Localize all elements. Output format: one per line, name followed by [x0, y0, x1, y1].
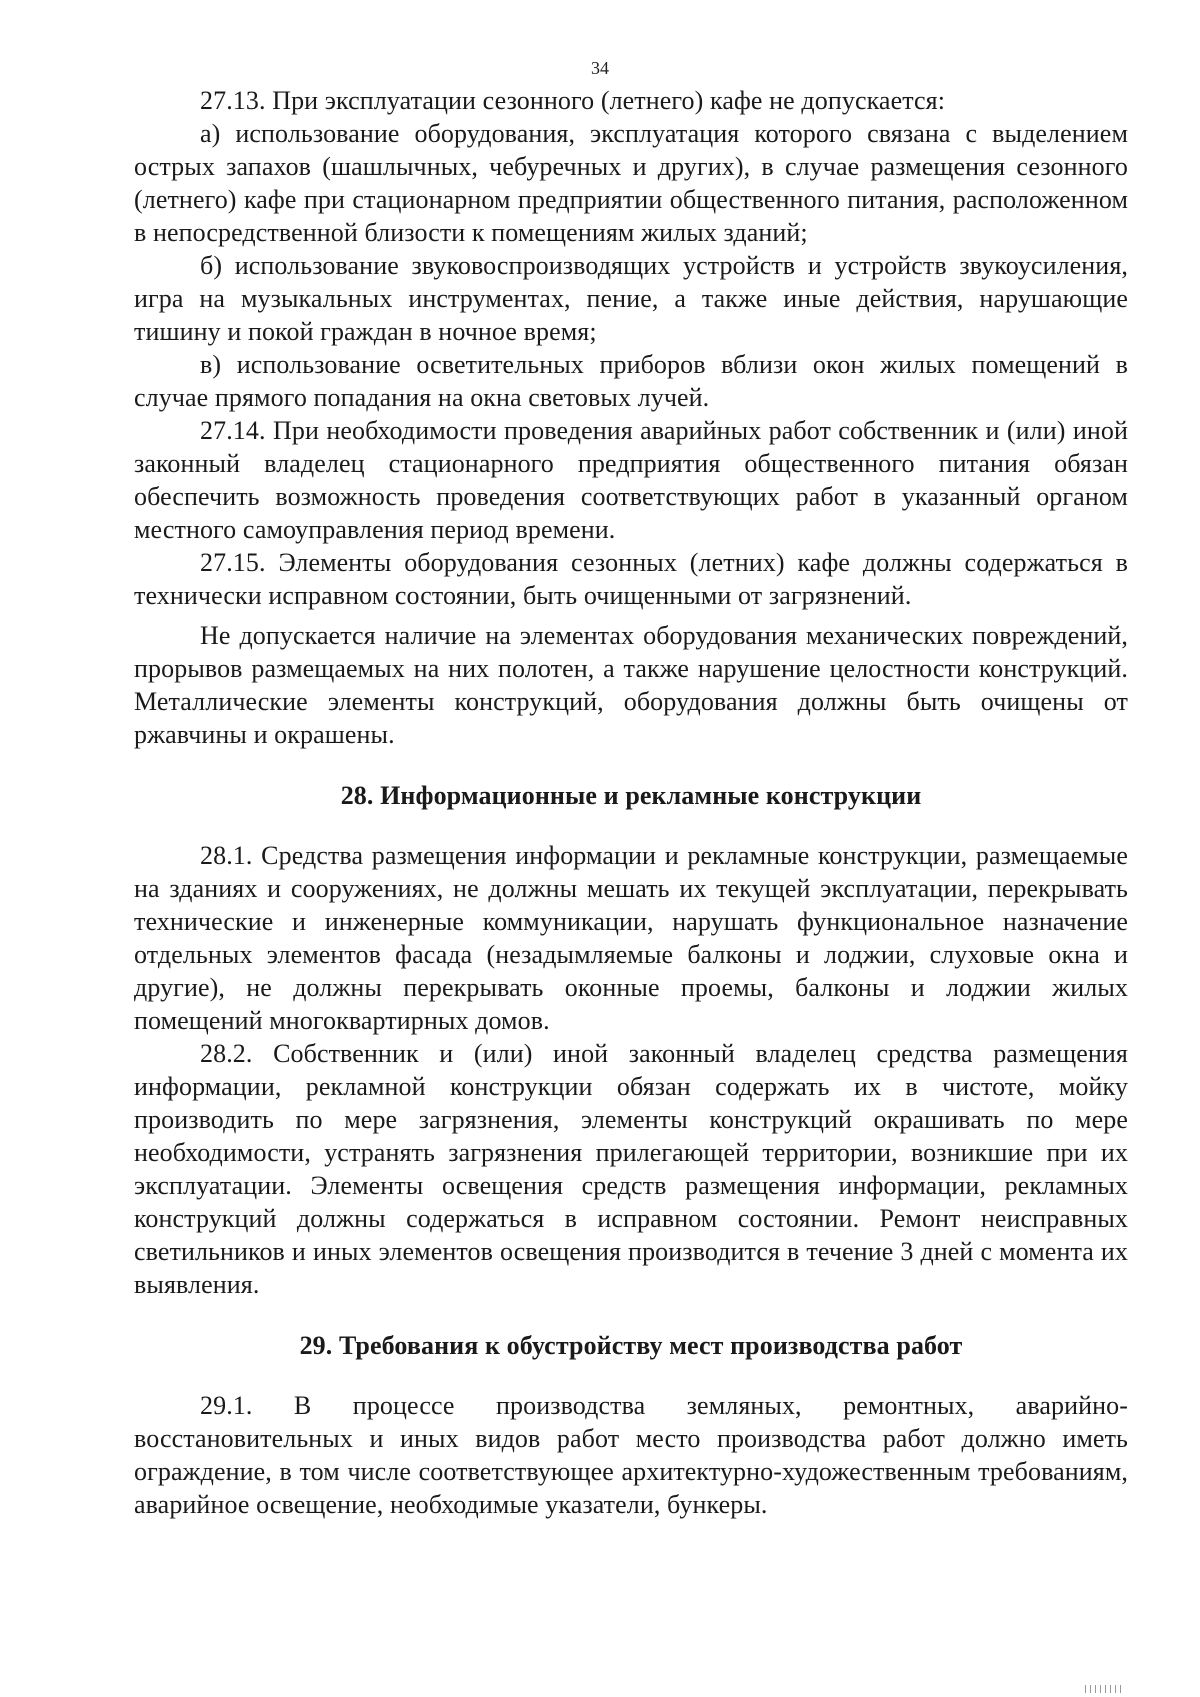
paragraph-29-1: 29.1. В процессе производства земляных, ремонтных, аварийно-восстановительных и иных видов работ место производства работ должно иметь ограждение, в том числе соответствующее архитектурно-художественным требованиям, аварийное освещение, необходимые указатели, бункеры.	[134, 1391, 1128, 1519]
paragraph-27-15: 27.15. Элементы оборудования сезонных (летних) кафе должны содержаться в технически исправном состоянии, быть очищенными от загрязнений.	[134, 548, 1128, 610]
paragraph-27-13-c: в) использование осветительных приборов вблизи окон жилых помещений в случае прямого попадания на окна световых лучей.	[134, 350, 1128, 412]
paragraph-27-13-intro: 27.13. При эксплуатации сезонного (летнего) кафе не допускается:	[200, 86, 946, 115]
paragraph-27-15-continued: Не допускается наличие на элементах оборудования механических повреждений, прорывов размещаемых на них полотен, а также нарушение целостности конструкций. Металлические элементы конструкций, оборудования должны быть очищены от ржавчины и окрашены.	[134, 621, 1128, 749]
paragraph-27-13-b: б) использование звуковоспроизводящих устройств и устройств звукоусиления, игра на музыкальных инструментах, пение, а также иные действия, нарушающие тишину и покой граждан в ночное время;	[134, 251, 1128, 346]
paragraph-27-14: 27.14. При необходимости проведения аварийных работ собственник и (или) иной законный владелец стационарного предприятия общественного питания обязан обеспечить возможность проведения соответствующих работ в указанный органом местного самоуправления период времени.	[134, 416, 1128, 544]
section-heading-29: 29. Требования к обустройству мест производства работ	[299, 1331, 963, 1360]
section-heading-28: 28. Информационные и рекламные конструкции	[340, 781, 922, 810]
paragraph-28-1: 28.1. Средства размещения информации и рекламные конструкции, размещаемые на зданиях и сооружениях, не должны мешать их текущей эксплуатации, перекрывать технические и инженерные коммуникации, нарушать функциональное назначение отдельных элементов фасада (незадымляемые балконы и лоджии, слуховые окна и другие), не должны перекрывать оконные проемы, балконы и лоджии жилых помещений многоквартирных домов.	[134, 841, 1128, 1035]
page-number: 34	[591, 58, 609, 78]
paragraph-28-2: 28.2. Собственник и (или) иной законный владелец средства размещения информации, рекламной конструкции обязан содержать их в чистоте, мойку производить по мере загрязнения, элементы конструкций окрашивать по мере необходимости, устранять загрязнения прилегающей территории, возникшие при их эксплуатации. Элементы освещения средств размещения информации, рекламных конструкций должны содержаться в исправном состоянии. Ремонт неисправных светильников и иных элементов освещения производится в течение 3 дней с момента их выявления.	[134, 1039, 1128, 1299]
document-body	[134, 84, 1128, 1521]
scan-artifact	[1085, 1685, 1125, 1693]
paragraph-27-13-a: а) использование оборудования, эксплуатация которого связана с выделением острых запахов (шашлычных, чебуречных и других), в случае размещения сезонного (летнего) кафе при стационарном предприятии общественного питания, расположенном в непосредственной близости к помещениям жилых зданий;	[134, 119, 1128, 247]
